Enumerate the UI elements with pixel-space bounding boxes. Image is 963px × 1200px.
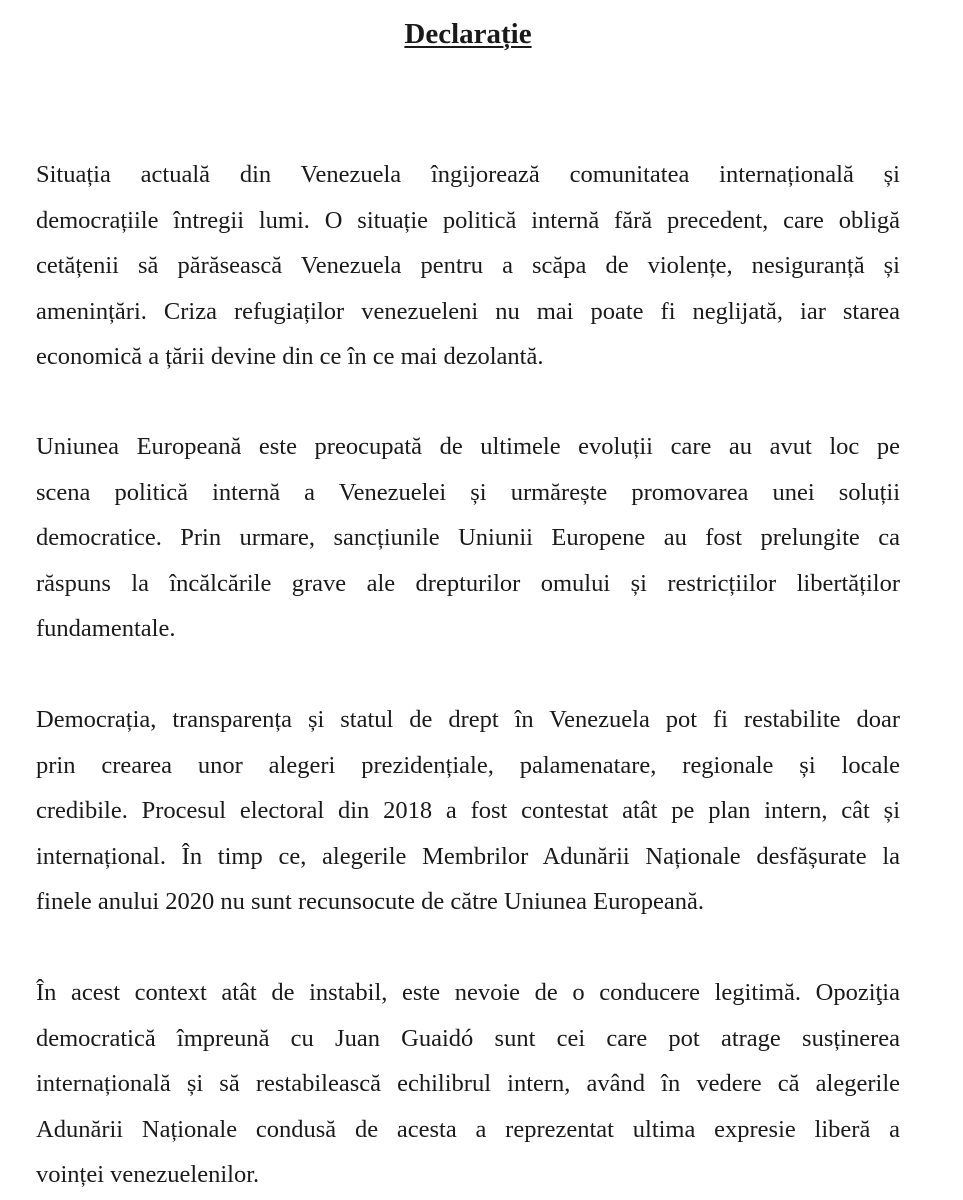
paragraph-line: internațional. În timp ce, alegerile Membrilor Adunării Naționale desfășurate la [36, 842, 900, 870]
paragraph-line: Uniunea Europeană este preocupată de ultimele evoluții care au avut loc pe [36, 433, 900, 460]
paragraph-line: economică a țării devine din ce în ce mai dezolantă. [36, 343, 544, 371]
paragraph-line: internațională și să restabilească echilibrul intern, având în vedere că alegerile [36, 1070, 900, 1098]
paragraph-line: fundamentale. [36, 615, 176, 643]
paragraph-line: democrațiile întregii lumi. O situație politică internă fără precedent, care obligă [36, 206, 900, 234]
paragraph-line: Situația actuală din Venezuela îngijorează comunitatea internațională și [36, 161, 900, 188]
paragraph-line: În acest context atât de instabil, este nevoie de o conducere legitimă. Opoziţia [36, 979, 900, 1006]
paragraph-3 [36, 697, 900, 925]
paragraph-line: democratice. Prin urmare, sancțiunile Uniunii Europene au fost prelungite ca [36, 524, 900, 552]
paragraph-2 [36, 424, 900, 652]
paragraph-line: scena politică internă a Venezuelei și urmărește promovarea unei soluții [36, 478, 900, 506]
paragraph-line: Adunării Naționale condusă de acesta a reprezentat ultima expresie liberă a [36, 1115, 900, 1143]
paragraph-line: prin crearea unor alegeri prezidențiale, palamenatare, regionale și locale [36, 751, 900, 779]
paragraph-line: cetățenii să părăsească Venezuela pentru a scăpa de violențe, nesiguranță și [36, 252, 900, 280]
paragraph-line: Democrația, transparența și statul de drept în Venezuela pot fi restabilite doar [36, 706, 900, 733]
document-title: Declarație [404, 18, 532, 50]
paragraph-line: credibile. Procesul electoral din 2018 a fost contestat atât pe plan intern, cât și [36, 797, 900, 825]
paragraph-4 [36, 970, 900, 1198]
paragraph-line: amenințări. Criza refugiaților venezueleni nu mai poate fi neglijată, iar starea [36, 297, 900, 325]
paragraph-line: răspuns la încălcările grave ale drepturilor omului și restricțiilor libertăților [36, 569, 900, 597]
paragraph-line: voinței venezuelenilor. [36, 1161, 260, 1189]
paragraph-line: democratică împreună cu Juan Guaidó sunt cei care pot atrage susținerea [36, 1024, 900, 1052]
paragraph-1 [36, 152, 900, 380]
paragraph-line: finele anului 2020 nu sunt recunsocute de către Uniunea Europeană. [36, 888, 705, 916]
